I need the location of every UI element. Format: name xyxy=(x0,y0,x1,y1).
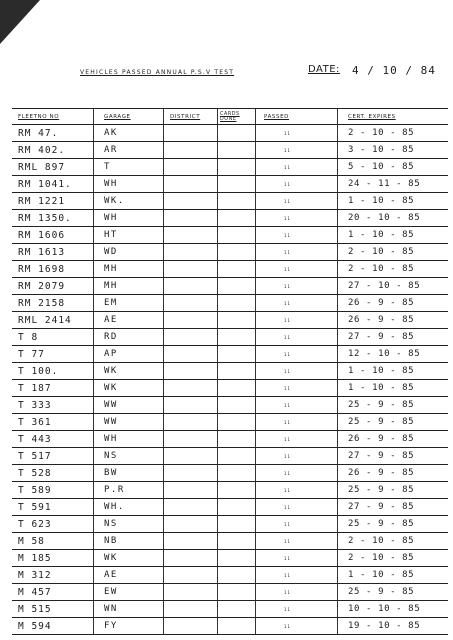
cell-fleet-no: T 77 xyxy=(12,346,94,362)
cell-garage: P.R xyxy=(94,482,164,498)
cell-passed: 11 xyxy=(256,278,338,294)
table-row xyxy=(12,465,448,482)
table-row xyxy=(12,482,448,499)
cell-fleet-no: RM 1221 xyxy=(12,193,94,209)
cell-cert-expires: 25 - 9 - 85 xyxy=(348,417,415,427)
col-header-passed: PASSED xyxy=(256,109,338,124)
cell-fleet-no: T 187 xyxy=(12,380,94,396)
cell-fleet-no: RM 1606 xyxy=(12,227,94,243)
cell-fleet-no: RM 1613 xyxy=(12,244,94,260)
cell-cards-done xyxy=(218,210,256,226)
cell-passed: 11 xyxy=(256,210,338,226)
cell-fleet-no: RM 2079 xyxy=(12,278,94,294)
cell-garage: WH xyxy=(94,431,164,447)
cell-passed: 11 xyxy=(256,244,338,260)
cell-cards-done xyxy=(218,244,256,260)
cell-cert-expires: 1 - 10 - 85 xyxy=(348,230,415,240)
cell-cards-done xyxy=(218,448,256,464)
table-row xyxy=(12,346,448,363)
cell-garage: NS xyxy=(94,448,164,464)
cell-fleet-no: M 457 xyxy=(12,584,94,600)
cell-garage: WK xyxy=(94,550,164,566)
cell-garage: WH. xyxy=(94,499,164,515)
cell-fleet-no: M 185 xyxy=(12,550,94,566)
cell-cert-expires: 1 - 10 - 85 xyxy=(348,570,415,580)
cell-cert-expires: 26 - 9 - 85 xyxy=(348,468,415,478)
cell-cert-expires: 26 - 9 - 85 xyxy=(348,434,415,444)
cell-fleet-no: RM 47. xyxy=(12,125,94,141)
cell-district xyxy=(164,125,218,141)
table-row xyxy=(12,278,448,295)
table-row xyxy=(12,244,448,261)
cell-fleet-no: M 515 xyxy=(12,601,94,617)
cell-cards-done xyxy=(218,363,256,379)
cell-cards-done xyxy=(218,329,256,345)
cell-garage: WH xyxy=(94,210,164,226)
cell-cert-expires: 25 - 9 - 85 xyxy=(348,485,415,495)
cell-cert-expires: 20 - 10 - 85 xyxy=(348,213,421,223)
cell-passed: 11 xyxy=(256,431,338,447)
cell-cert-expires: 5 - 10 - 85 xyxy=(348,162,415,172)
cell-passed: 11 xyxy=(256,482,338,498)
cell-district xyxy=(164,210,218,226)
date-label: DATE: xyxy=(308,64,340,75)
cell-passed: 11 xyxy=(256,159,338,175)
cell-district xyxy=(164,431,218,447)
cell-cards-done xyxy=(218,278,256,294)
cell-passed: 11 xyxy=(256,346,338,362)
cell-garage: RD xyxy=(94,329,164,345)
cell-garage: WD xyxy=(94,244,164,260)
cell-district xyxy=(164,278,218,294)
cell-garage: AE xyxy=(94,567,164,583)
cell-cards-done xyxy=(218,159,256,175)
cell-cards-done xyxy=(218,567,256,583)
cell-cert-expires: 2 - 10 - 85 xyxy=(348,247,415,257)
cell-garage: NB xyxy=(94,533,164,549)
table-row xyxy=(12,584,448,601)
cell-district xyxy=(164,159,218,175)
cell-passed: 11 xyxy=(256,601,338,617)
cell-fleet-no: T 8 xyxy=(12,329,94,345)
table-row xyxy=(12,380,448,397)
cell-garage: AR xyxy=(94,142,164,158)
col-header-fleet-no: FLEETNO NO xyxy=(12,109,94,124)
col-header-cert-expires: CERT. EXPIRES xyxy=(348,113,396,120)
cell-district xyxy=(164,261,218,277)
cell-garage: EM xyxy=(94,295,164,311)
cell-fleet-no: T 591 xyxy=(12,499,94,515)
cell-district xyxy=(164,533,218,549)
cell-passed: 11 xyxy=(256,363,338,379)
cell-passed: 11 xyxy=(256,227,338,243)
table-row xyxy=(12,414,448,431)
cell-cert-expires: 1 - 10 - 85 xyxy=(348,366,415,376)
cell-cards-done xyxy=(218,482,256,498)
cell-cards-done xyxy=(218,465,256,481)
cell-fleet-no: T 333 xyxy=(12,397,94,413)
cell-garage: HT xyxy=(94,227,164,243)
cell-district xyxy=(164,227,218,243)
cell-fleet-no: M 58 xyxy=(12,533,94,549)
cell-passed: 11 xyxy=(256,516,338,532)
cell-cards-done xyxy=(218,380,256,396)
cell-district xyxy=(164,312,218,328)
cell-passed: 11 xyxy=(256,618,338,634)
cell-passed: 11 xyxy=(256,414,338,430)
cell-passed: 11 xyxy=(256,125,338,141)
cell-garage: AP xyxy=(94,346,164,362)
cell-cert-expires: 2 - 10 - 85 xyxy=(348,264,415,274)
cell-passed: 11 xyxy=(256,295,338,311)
cell-cards-done xyxy=(218,261,256,277)
cell-garage: AE xyxy=(94,312,164,328)
cell-garage: NS xyxy=(94,516,164,532)
table-row xyxy=(12,142,448,159)
cell-cards-done xyxy=(218,516,256,532)
date-value: 4 / 10 / 84 xyxy=(352,64,436,77)
cell-passed: 11 xyxy=(256,329,338,345)
cell-fleet-no: RML 897 xyxy=(12,159,94,175)
cell-passed: 11 xyxy=(256,312,338,328)
cell-passed: 11 xyxy=(256,567,338,583)
table-header-row xyxy=(12,109,448,125)
cell-fleet-no: RM 1698 xyxy=(12,261,94,277)
table-row xyxy=(12,363,448,380)
cell-cards-done xyxy=(218,346,256,362)
cell-passed: 11 xyxy=(256,584,338,600)
cell-passed: 11 xyxy=(256,193,338,209)
cell-fleet-no: T 443 xyxy=(12,431,94,447)
cell-cards-done xyxy=(218,125,256,141)
cell-cards-done xyxy=(218,550,256,566)
cell-cert-expires: 12 - 10 - 85 xyxy=(348,349,421,359)
cell-district xyxy=(164,176,218,192)
cell-district xyxy=(164,601,218,617)
cell-cert-expires: 26 - 9 - 85 xyxy=(348,298,415,308)
cell-cert-expires: 25 - 9 - 85 xyxy=(348,400,415,410)
table-row xyxy=(12,618,448,635)
cell-passed: 11 xyxy=(256,550,338,566)
cell-district xyxy=(164,448,218,464)
table-row xyxy=(12,516,448,533)
cell-district xyxy=(164,499,218,515)
cell-district xyxy=(164,465,218,481)
cell-cards-done xyxy=(218,193,256,209)
cell-cards-done xyxy=(218,584,256,600)
cell-district xyxy=(164,414,218,430)
table-row xyxy=(12,295,448,312)
cell-cert-expires: 2 - 10 - 85 xyxy=(348,553,415,563)
col-header-garage: GARAGE xyxy=(94,109,164,124)
cell-cert-expires: 27 - 9 - 85 xyxy=(348,502,415,512)
col-header-cards-done-line-1: CARDS xyxy=(220,111,240,117)
table-row xyxy=(12,567,448,584)
cell-cards-done xyxy=(218,227,256,243)
cell-passed: 11 xyxy=(256,465,338,481)
cell-cert-expires: 26 - 9 - 85 xyxy=(348,315,415,325)
cell-cards-done xyxy=(218,295,256,311)
cell-cert-expires: 1 - 10 - 85 xyxy=(348,196,415,206)
table-row xyxy=(12,397,448,414)
cell-district xyxy=(164,295,218,311)
cell-cert-expires: 24 - 11 - 85 xyxy=(348,179,421,189)
table-row xyxy=(12,261,448,278)
cell-cert-expires: 3 - 10 - 85 xyxy=(348,145,415,155)
table-row xyxy=(12,176,448,193)
cell-cards-done xyxy=(218,142,256,158)
cell-district xyxy=(164,193,218,209)
col-header-district: DISTRICT xyxy=(164,109,218,124)
cell-district xyxy=(164,516,218,532)
cell-cert-expires: 10 - 10 - 85 xyxy=(348,604,421,614)
cell-cards-done xyxy=(218,533,256,549)
table-row xyxy=(12,159,448,176)
table-row xyxy=(12,550,448,567)
cell-passed: 11 xyxy=(256,448,338,464)
cell-district xyxy=(164,346,218,362)
cell-fleet-no: RM 402. xyxy=(12,142,94,158)
cell-garage: MH xyxy=(94,261,164,277)
cell-cards-done xyxy=(218,176,256,192)
cell-cards-done xyxy=(218,414,256,430)
cell-cert-expires: 27 - 9 - 85 xyxy=(348,451,415,461)
cell-cards-done xyxy=(218,601,256,617)
cell-garage: AK xyxy=(94,125,164,141)
cell-fleet-no: M 594 xyxy=(12,618,94,634)
cell-fleet-no: T 528 xyxy=(12,465,94,481)
cell-garage: T xyxy=(94,159,164,175)
cell-district xyxy=(164,329,218,345)
cell-garage: EW xyxy=(94,584,164,600)
cell-district xyxy=(164,550,218,566)
cell-cert-expires: 27 - 10 - 85 xyxy=(348,281,421,291)
table-row xyxy=(12,210,448,227)
scan-corner-shadow xyxy=(0,0,40,44)
cell-district xyxy=(164,244,218,260)
cell-fleet-no: RM 1041. xyxy=(12,176,94,192)
cell-passed: 11 xyxy=(256,142,338,158)
cell-garage: WW xyxy=(94,397,164,413)
table-row xyxy=(12,448,448,465)
cell-cards-done xyxy=(218,431,256,447)
cell-garage: WK. xyxy=(94,193,164,209)
cell-cert-expires: 25 - 9 - 85 xyxy=(348,519,415,529)
cell-fleet-no: M 312 xyxy=(12,567,94,583)
table-row xyxy=(12,125,448,142)
vehicle-test-table xyxy=(12,108,448,635)
cell-cert-expires: 2 - 10 - 85 xyxy=(348,128,415,138)
cell-passed: 11 xyxy=(256,533,338,549)
cell-cards-done xyxy=(218,499,256,515)
cell-district xyxy=(164,142,218,158)
cell-fleet-no: RML 2414 xyxy=(12,312,94,328)
cell-passed: 11 xyxy=(256,261,338,277)
cell-garage: WH xyxy=(94,176,164,192)
cell-fleet-no: RM 2158 xyxy=(12,295,94,311)
table-row xyxy=(12,499,448,516)
cell-garage: BW xyxy=(94,465,164,481)
cell-district xyxy=(164,363,218,379)
cell-district xyxy=(164,618,218,634)
cell-garage: MH xyxy=(94,278,164,294)
cell-district xyxy=(164,482,218,498)
cell-fleet-no: RM 1350. xyxy=(12,210,94,226)
cell-passed: 11 xyxy=(256,380,338,396)
cell-fleet-no: T 589 xyxy=(12,482,94,498)
table-row xyxy=(12,601,448,618)
table-row xyxy=(12,227,448,244)
cell-cert-expires: 27 - 9 - 85 xyxy=(348,332,415,342)
table-row xyxy=(12,312,448,329)
cell-fleet-no: T 517 xyxy=(12,448,94,464)
cell-district xyxy=(164,567,218,583)
table-row xyxy=(12,431,448,448)
document-heading: VEHICLES PASSED ANNUAL P.S.V TEST xyxy=(80,69,235,76)
cell-fleet-no: T 100. xyxy=(12,363,94,379)
cell-district xyxy=(164,380,218,396)
table-row xyxy=(12,329,448,346)
col-header-cards-done-line-2: DONE xyxy=(220,116,237,122)
cell-garage: WK xyxy=(94,363,164,379)
cell-garage: WW xyxy=(94,414,164,430)
cell-cards-done xyxy=(218,397,256,413)
cell-garage: FY xyxy=(94,618,164,634)
cell-cert-expires: 1 - 10 - 85 xyxy=(348,383,415,393)
cell-cards-done xyxy=(218,312,256,328)
cell-passed: 11 xyxy=(256,499,338,515)
cell-fleet-no: T 361 xyxy=(12,414,94,430)
cell-cert-expires: 2 - 10 - 85 xyxy=(348,536,415,546)
cell-passed: 11 xyxy=(256,397,338,413)
col-header-cards-done xyxy=(218,109,256,124)
cell-fleet-no: T 623 xyxy=(12,516,94,532)
cell-garage: WK xyxy=(94,380,164,396)
table-row xyxy=(12,533,448,550)
cell-cert-expires: 19 - 10 - 85 xyxy=(348,621,421,631)
table-body xyxy=(12,125,448,635)
cell-district xyxy=(164,584,218,600)
cell-garage: WN xyxy=(94,601,164,617)
cell-cert-expires: 25 - 9 - 85 xyxy=(348,587,415,597)
table-row xyxy=(12,193,448,210)
cell-district xyxy=(164,397,218,413)
cell-cards-done xyxy=(218,618,256,634)
cell-passed: 11 xyxy=(256,176,338,192)
